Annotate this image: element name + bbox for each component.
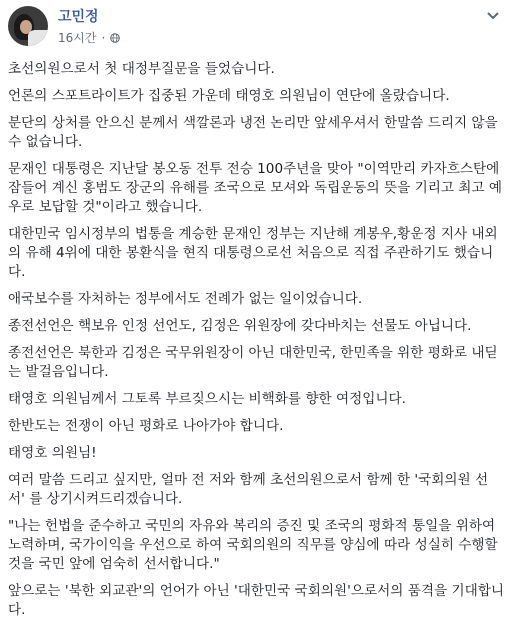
post-paragraph: 앞으로는 '북한 외교관'의 언어가 아닌 '대한민국 국회의원'으로서의 품격을 기대합니다. [8,583,504,618]
globe-icon[interactable] [110,33,120,43]
post-meta [58,29,120,46]
author-name[interactable]: 고민정 [58,9,99,25]
post-paragraph: 언론의 스포트라이트가 집중된 가운데 태영호 의원님이 연단에 올랐습니다. [8,88,450,104]
post-paragraph: 애국보수를 자처하는 정부에서도 전례가 없는 일이었습니다. [8,291,363,307]
post-paragraph: 여러 말씀 드리고 싶지만, 얼마 전 저와 함께 초선의원으로서 함께 한 '국회의원 선서' 를 상기시켜드리겠습니다. [8,472,489,507]
avatar[interactable] [8,6,48,46]
post-paragraph: 태영호 의원님! [8,445,97,461]
post-paragraph: 종전선언은 북한과 김정은 국무위원장이 아닌 대한민국, 한민족을 위한 평화로 내딛는 발걸음입니다. [8,345,498,380]
post-paragraph: "나는 헌법을 준수하고 국민의 자유와 복리의 증진 및 조국의 평화적 통일을 위하여 노력하며, 국가이익을 우선으로 하여 국회의원의 직무를 양심에 따라 성실히 수행할 것을 국민 앞에 엄숙히 선서합니다." [8,518,498,572]
post-paragraph: 초선의원으로서 첫 대정부질문을 들었습니다. [8,61,275,77]
post-paragraph: 태영호 의원님께서 그토록 부르짖으시는 비핵화를 향한 여정입니다. [8,391,406,407]
post-paragraph: 문재인 대통령은 지난달 봉오동 전투 전승 100주년을 맞아 "이역만리 카자흐스탄에 잠들어 계신 홍범도 장군의 유해를 조국으로 모셔와 독립운동의 뜻을 기리고 최고 예우로 보답할 것"이라고 했습니다. [8,161,503,215]
post-paragraph: 분단의 상처를 안으신 분께서 색깔론과 냉전 논리만 앞세우셔서 한말씀 드리지 않을 수 없습니다. [8,115,498,150]
meta-separator: · [101,30,106,45]
post-paragraph: 대한민국 임시정부의 법통을 계승한 문재인 정부는 지난해 계봉우,황운정 지사 내외의 유해 4위에 대한 봉환식을 현직 대통령으로선 처음으로 직접 주관하기도 했습니다. [8,226,498,280]
post-timestamp[interactable]: 16시간 [58,31,97,45]
chevron-down-icon[interactable] [486,11,500,21]
post-paragraph: 한반도는 전쟁이 아닌 평화로 나아가야 합니다. [8,418,284,434]
post-header [0,0,510,56]
post-paragraph: 종전선언은 핵보유 인정 선언도, 김정은 위원장에 갖다바치는 선물도 아닙니다. [8,318,472,334]
post-body [8,60,504,628]
